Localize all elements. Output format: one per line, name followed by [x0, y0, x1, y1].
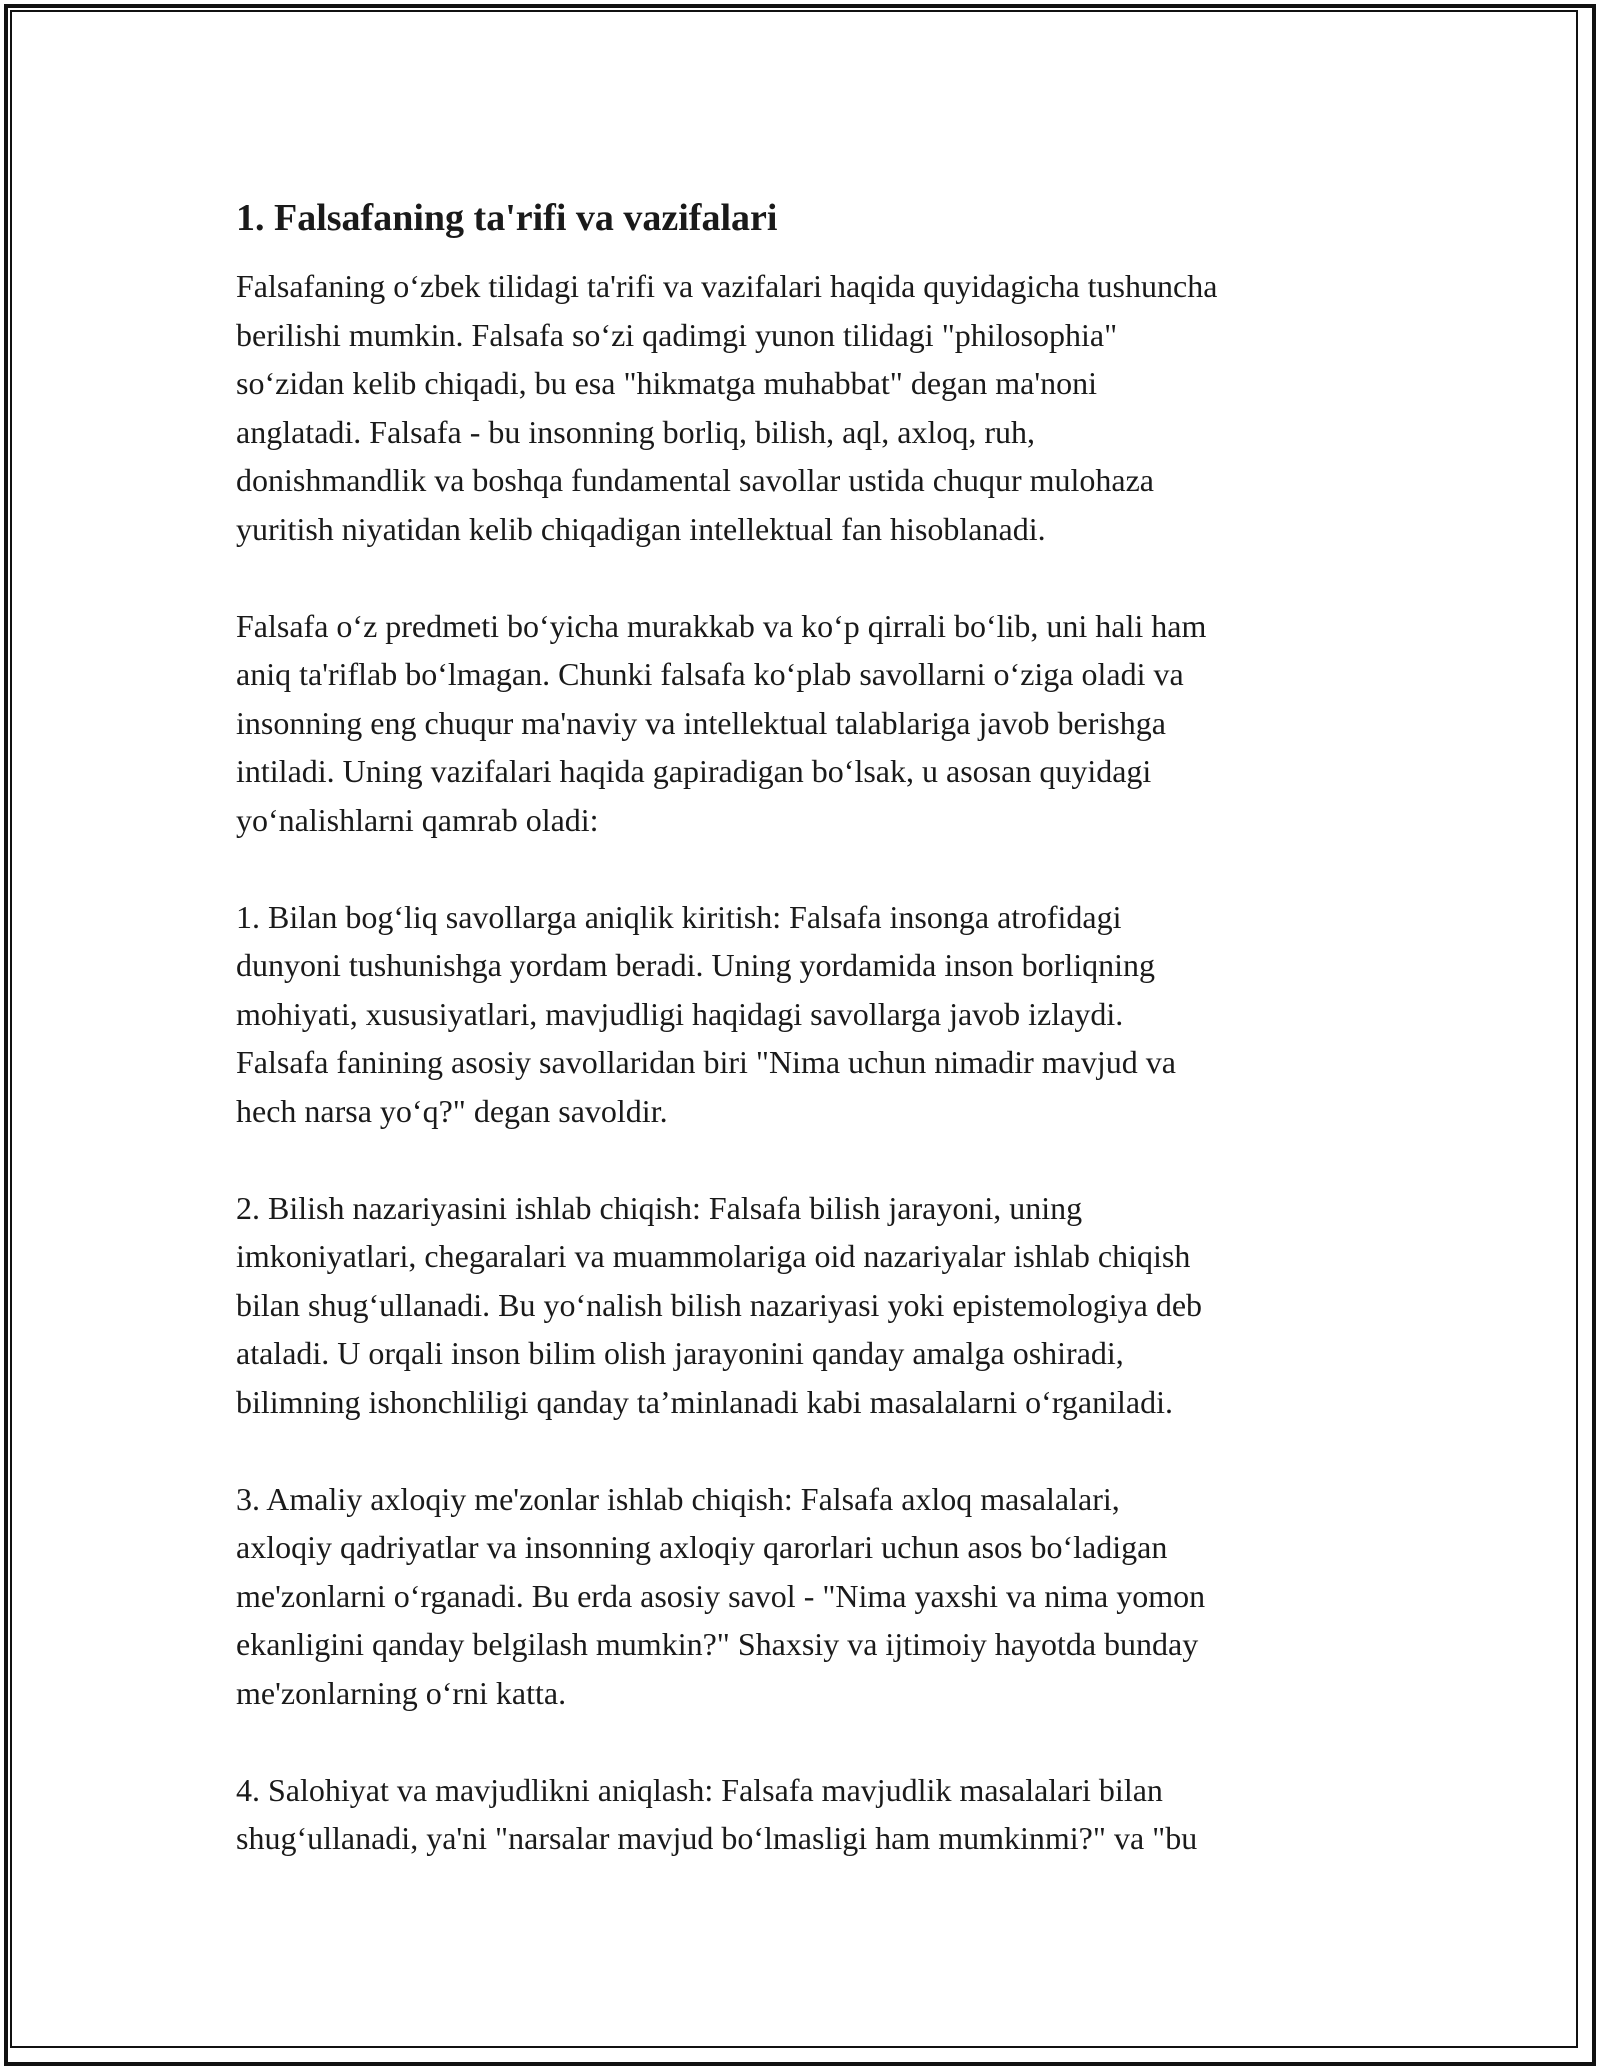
paragraph-line: 2. Bilish nazariyasini ishlab chiqish: Falsafa bilish jarayoni, uning	[236, 1189, 1083, 1226]
paragraph-line: Falsafa fanining asosiy savollaridan biri "Nima uchun nimadir mavjud va	[236, 1044, 1176, 1080]
paragraph-line: bilan shug‘ullanadi. Bu yo‘nalish bilish nazariyasi yoki epistemologiya deb	[236, 1286, 1203, 1323]
paragraph-line: donishmandlik va boshqa fundamental savollar ustida chuqur mulohaza	[236, 462, 1154, 498]
paragraph-line: bilimning ishonchliligi qanday ta’minlanadi kabi masalalarni o‘rganiladi.	[236, 1383, 1173, 1420]
paragraph-line: Falsafa o‘z predmeti bo‘yicha murakkab va ko‘p qirrali bo‘lib, uni hali ham	[236, 607, 1207, 644]
paragraph-item-1	[236, 893, 1386, 1136]
paragraph-item-2	[236, 1184, 1386, 1427]
paragraph-line: 1. Bilan bog‘liq savollarga aniqlik kiritish: Falsafa insonga atrofidagi	[236, 898, 1122, 935]
paragraph-subject	[236, 602, 1386, 845]
paragraph-line: me'zonlarning o‘rni katta.	[236, 1674, 567, 1711]
paragraph-line: ataladi. U orqali inson bilim olish jarayonini qanday amalga oshiradi,	[236, 1335, 1124, 1371]
paragraph-line: anglatadi. Falsafa - bu insonning borliq, bilish, aql, axloq, ruh,	[236, 413, 1035, 450]
paragraph-definition	[236, 262, 1386, 553]
paragraph-line: imkoniyatlari, chegaralari va muammolariga oid nazariyalar ishlab chiqish	[236, 1238, 1191, 1274]
paragraph-line: yo‘nalishlarni qamrab oladi:	[236, 801, 599, 838]
paragraph-line: shug‘ullanadi, ya'ni "narsalar mavjud bo‘lmasligi ham mumkinmi?" va "bu	[236, 1820, 1198, 1856]
paragraph-line: Falsafaning o‘zbek tilidagi ta'rifi va vazifalari haqida quyidagicha tushuncha	[236, 268, 1218, 304]
paragraph-line: me'zonlarni o‘rganadi. Bu erda asosiy savol - "Nima yaxshi va nima yomon	[236, 1577, 1206, 1614]
paragraph-line: axloqiy qadriyatlar va insonning axloqiy qarorlari uchun asos bo‘ladigan	[236, 1529, 1168, 1565]
paragraph-line: ekanligini qanday belgilash mumkin?" Shaxsiy va ijtimoiy hayotda bunday	[236, 1626, 1199, 1662]
paragraph-item-3	[236, 1475, 1386, 1718]
document-title: 1. Falsafaning ta'rifi va vazifalari	[236, 197, 778, 239]
paragraph-line: 3. Amaliy axloqiy me'zonlar ishlab chiqish: Falsafa axloq masalalari,	[236, 1480, 1120, 1517]
paragraph-line: intiladi. Uning vazifalari haqida gapiradigan bo‘lsak, u asosan quyidagi	[236, 753, 1152, 789]
paragraph-line: insonning eng chuqur ma'naviy va intellektual talablariga javob berishga	[236, 704, 1166, 741]
paragraph-line: hech narsa yo‘q?" degan savoldir.	[236, 1092, 668, 1129]
paragraph-line: dunyoni tushunishga yordam beradi. Uning yordamida inson borliqning	[236, 947, 1155, 983]
paragraph-line: aniq ta'riflab bo‘lmagan. Chunki falsafa ko‘plab savollarni o‘ziga oladi va	[236, 656, 1184, 692]
paragraph-line: yuritish niyatidan kelib chiqadigan intellektual fan hisoblanadi.	[236, 510, 1046, 547]
document-page	[236, 180, 1386, 1863]
paragraph-line: berilishi mumkin. Falsafa so‘zi qadimgi yunon tilidagi "philosophia"	[236, 316, 1118, 353]
paragraph-item-4	[236, 1766, 1386, 1863]
paragraph-line: so‘zidan kelib chiqadi, bu esa "hikmatga muhabbat" degan ma'noni	[236, 365, 1097, 401]
paragraph-line: 4. Salohiyat va mavjudlikni aniqlash: Falsafa mavjudlik masalalari bilan	[236, 1771, 1163, 1808]
paragraph-line: mohiyati, xususiyatlari, mavjudligi haqidagi savollarga javob izlaydi.	[236, 995, 1124, 1032]
